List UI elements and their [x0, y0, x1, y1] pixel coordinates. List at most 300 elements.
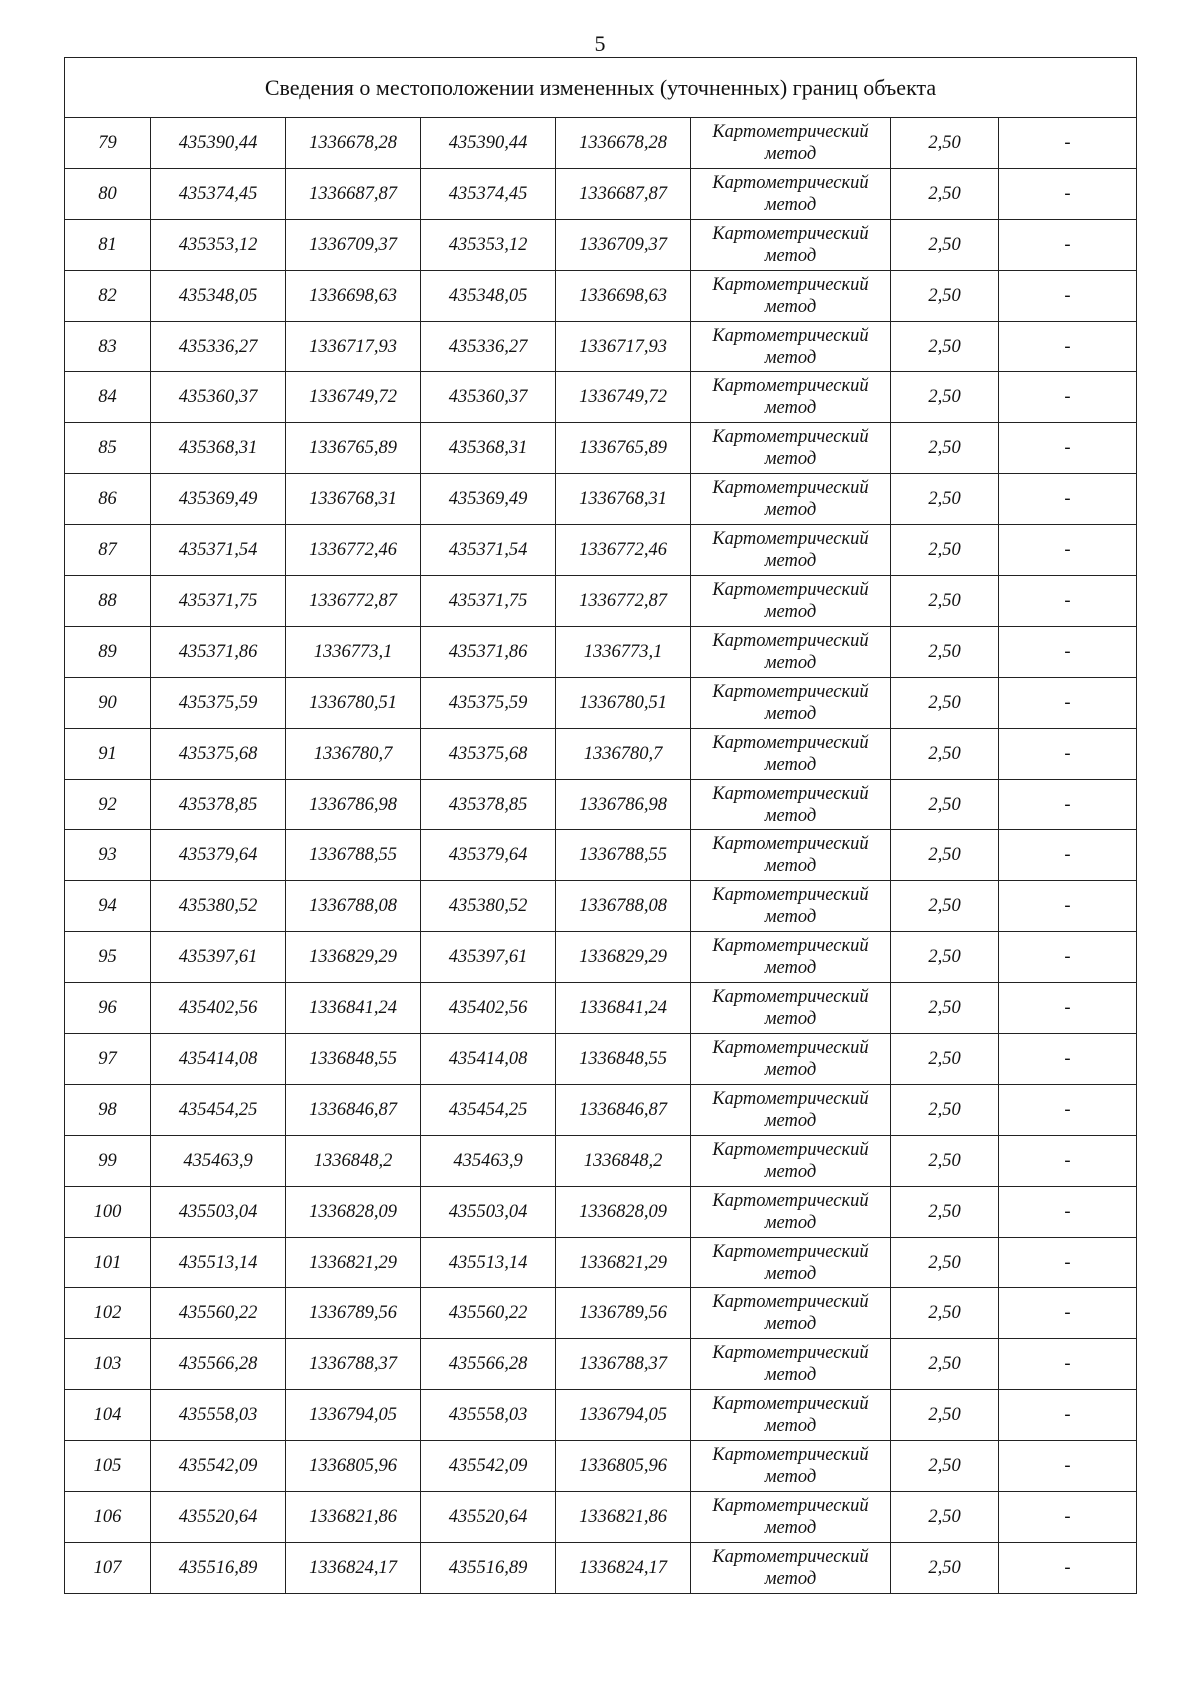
point-number-cell: 98	[65, 1084, 151, 1135]
method-line-1: Картометрический	[712, 427, 869, 448]
note-cell: -	[999, 1186, 1137, 1237]
point-number-cell: 82	[65, 270, 151, 321]
method-line-1: Картометрический	[712, 223, 869, 244]
table-row	[65, 1339, 1137, 1390]
refined-x-cell: 435542,09	[421, 1441, 556, 1492]
existing-x-cell: 435375,68	[151, 728, 286, 779]
existing-x-cell: 435520,64	[151, 1492, 286, 1543]
point-number-cell: 102	[65, 1288, 151, 1339]
existing-x-cell: 435560,22	[151, 1288, 286, 1339]
method-line-2: метод	[764, 1059, 817, 1080]
method-line-2: метод	[764, 296, 817, 317]
table-row	[65, 168, 1137, 219]
table-row	[65, 1034, 1137, 1085]
method-cell	[691, 1237, 891, 1288]
table-row	[65, 677, 1137, 728]
existing-y-cell: 1336709,37	[286, 219, 421, 270]
note-cell: -	[999, 576, 1137, 627]
method-line-1: Картометрический	[712, 834, 869, 855]
accuracy-cell: 2,50	[891, 321, 999, 372]
method-line-2: метод	[764, 1467, 817, 1488]
refined-x-cell: 435379,64	[421, 830, 556, 881]
refined-x-cell: 435560,22	[421, 1288, 556, 1339]
existing-y-cell: 1336780,51	[286, 677, 421, 728]
note-cell: -	[999, 270, 1137, 321]
accuracy-cell: 2,50	[891, 626, 999, 677]
refined-x-cell: 435503,04	[421, 1186, 556, 1237]
existing-x-cell: 435402,56	[151, 983, 286, 1034]
refined-x-cell: 435520,64	[421, 1492, 556, 1543]
refined-y-cell: 1336829,29	[556, 932, 691, 983]
note-cell: -	[999, 372, 1137, 423]
table-row	[65, 1186, 1137, 1237]
table-row	[65, 1390, 1137, 1441]
method-cell	[691, 830, 891, 881]
refined-x-cell: 435371,75	[421, 576, 556, 627]
method-line-1: Картометрический	[712, 274, 869, 295]
accuracy-cell: 2,50	[891, 677, 999, 728]
table-row	[65, 983, 1137, 1034]
table-row	[65, 779, 1137, 830]
note-cell: -	[999, 1441, 1137, 1492]
point-number-cell: 99	[65, 1135, 151, 1186]
method-line-1: Картометрический	[712, 121, 869, 142]
method-cell	[691, 1135, 891, 1186]
note-cell: -	[999, 932, 1137, 983]
note-cell: -	[999, 1542, 1137, 1593]
method-line-1: Картометрический	[712, 1445, 869, 1466]
method-cell	[691, 1492, 891, 1543]
method-cell	[691, 1084, 891, 1135]
accuracy-cell: 2,50	[891, 1237, 999, 1288]
existing-y-cell: 1336786,98	[286, 779, 421, 830]
existing-x-cell: 435379,64	[151, 830, 286, 881]
table-row	[65, 626, 1137, 677]
method-cell	[691, 576, 891, 627]
method-cell	[691, 779, 891, 830]
refined-x-cell: 435336,27	[421, 321, 556, 372]
existing-y-cell: 1336805,96	[286, 1441, 421, 1492]
method-line-1: Картометрический	[712, 1292, 869, 1313]
existing-x-cell: 435368,31	[151, 423, 286, 474]
refined-y-cell: 1336698,63	[556, 270, 691, 321]
refined-x-cell: 435516,89	[421, 1542, 556, 1593]
method-cell	[691, 372, 891, 423]
refined-y-cell: 1336788,55	[556, 830, 691, 881]
refined-x-cell: 435402,56	[421, 983, 556, 1034]
accuracy-cell: 2,50	[891, 1186, 999, 1237]
table-row	[65, 1237, 1137, 1288]
method-line-1: Картометрический	[712, 732, 869, 753]
existing-x-cell: 435516,89	[151, 1542, 286, 1593]
refined-x-cell: 435360,37	[421, 372, 556, 423]
existing-x-cell: 435558,03	[151, 1390, 286, 1441]
existing-x-cell: 435463,9	[151, 1135, 286, 1186]
accuracy-cell: 2,50	[891, 372, 999, 423]
existing-y-cell: 1336698,63	[286, 270, 421, 321]
note-cell: -	[999, 677, 1137, 728]
note-cell: -	[999, 830, 1137, 881]
note-cell: -	[999, 423, 1137, 474]
note-cell: -	[999, 1492, 1137, 1543]
table-row	[65, 321, 1137, 372]
existing-y-cell: 1336780,7	[286, 728, 421, 779]
method-line-1: Картометрический	[712, 1546, 869, 1567]
boundary-coordinates-table	[64, 57, 1137, 1594]
refined-y-cell: 1336786,98	[556, 779, 691, 830]
table-row	[65, 728, 1137, 779]
accuracy-cell: 2,50	[891, 118, 999, 169]
existing-y-cell: 1336846,87	[286, 1084, 421, 1135]
accuracy-cell: 2,50	[891, 219, 999, 270]
existing-y-cell: 1336772,46	[286, 525, 421, 576]
note-cell: -	[999, 525, 1137, 576]
point-number-cell: 86	[65, 474, 151, 525]
refined-x-cell: 435375,68	[421, 728, 556, 779]
note-cell: -	[999, 118, 1137, 169]
table-row	[65, 1288, 1137, 1339]
method-line-1: Картометрический	[712, 1343, 869, 1364]
method-line-2: метод	[764, 1110, 817, 1131]
method-line-1: Картометрический	[712, 325, 869, 346]
point-number-cell: 88	[65, 576, 151, 627]
existing-y-cell: 1336788,08	[286, 881, 421, 932]
method-line-2: метод	[764, 1263, 817, 1284]
existing-x-cell: 435380,52	[151, 881, 286, 932]
refined-y-cell: 1336824,17	[556, 1542, 691, 1593]
method-cell	[691, 474, 891, 525]
method-line-1: Картометрический	[712, 1241, 869, 1262]
refined-y-cell: 1336772,46	[556, 525, 691, 576]
method-line-2: метод	[764, 245, 817, 266]
method-line-2: метод	[764, 1416, 817, 1437]
method-line-1: Картометрический	[712, 376, 869, 397]
refined-y-cell: 1336794,05	[556, 1390, 691, 1441]
method-line-1: Картометрический	[712, 1037, 869, 1058]
table-row	[65, 219, 1137, 270]
method-line-1: Картометрический	[712, 529, 869, 550]
existing-x-cell: 435336,27	[151, 321, 286, 372]
method-cell	[691, 626, 891, 677]
refined-x-cell: 435380,52	[421, 881, 556, 932]
refined-x-cell: 435513,14	[421, 1237, 556, 1288]
existing-y-cell: 1336788,37	[286, 1339, 421, 1390]
existing-y-cell: 1336772,87	[286, 576, 421, 627]
point-number-cell: 89	[65, 626, 151, 677]
accuracy-cell: 2,50	[891, 270, 999, 321]
accuracy-cell: 2,50	[891, 1288, 999, 1339]
accuracy-cell: 2,50	[891, 779, 999, 830]
point-number-cell: 79	[65, 118, 151, 169]
table-row	[65, 881, 1137, 932]
point-number-cell: 83	[65, 321, 151, 372]
method-cell	[691, 525, 891, 576]
note-cell: -	[999, 626, 1137, 677]
refined-y-cell: 1336773,1	[556, 626, 691, 677]
accuracy-cell: 2,50	[891, 423, 999, 474]
accuracy-cell: 2,50	[891, 1390, 999, 1441]
point-number-cell: 100	[65, 1186, 151, 1237]
note-cell: -	[999, 168, 1137, 219]
existing-y-cell: 1336841,24	[286, 983, 421, 1034]
note-cell: -	[999, 1084, 1137, 1135]
point-number-cell: 80	[65, 168, 151, 219]
point-number-cell: 81	[65, 219, 151, 270]
method-cell	[691, 728, 891, 779]
existing-x-cell: 435542,09	[151, 1441, 286, 1492]
existing-y-cell: 1336821,29	[286, 1237, 421, 1288]
refined-y-cell: 1336788,37	[556, 1339, 691, 1390]
existing-y-cell: 1336773,1	[286, 626, 421, 677]
existing-x-cell: 435348,05	[151, 270, 286, 321]
refined-y-cell: 1336780,51	[556, 677, 691, 728]
table-row	[65, 576, 1137, 627]
accuracy-cell: 2,50	[891, 830, 999, 881]
existing-y-cell: 1336848,2	[286, 1135, 421, 1186]
method-line-2: метод	[764, 1365, 817, 1386]
method-line-1: Картометрический	[712, 172, 869, 193]
refined-x-cell: 435378,85	[421, 779, 556, 830]
method-line-1: Картометрический	[712, 1088, 869, 1109]
existing-y-cell: 1336848,55	[286, 1034, 421, 1085]
table-row	[65, 932, 1137, 983]
method-cell	[691, 219, 891, 270]
method-cell	[691, 932, 891, 983]
method-cell	[691, 1288, 891, 1339]
refined-y-cell: 1336772,87	[556, 576, 691, 627]
method-line-2: метод	[764, 1009, 817, 1030]
point-number-cell: 95	[65, 932, 151, 983]
refined-x-cell: 435566,28	[421, 1339, 556, 1390]
accuracy-cell: 2,50	[891, 983, 999, 1034]
refined-x-cell: 435368,31	[421, 423, 556, 474]
accuracy-cell: 2,50	[891, 1542, 999, 1593]
refined-y-cell: 1336709,37	[556, 219, 691, 270]
point-number-cell: 93	[65, 830, 151, 881]
method-line-1: Картометрический	[712, 681, 869, 702]
method-cell	[691, 1339, 891, 1390]
method-cell	[691, 881, 891, 932]
method-cell	[691, 983, 891, 1034]
existing-y-cell: 1336788,55	[286, 830, 421, 881]
point-number-cell: 85	[65, 423, 151, 474]
existing-x-cell: 435454,25	[151, 1084, 286, 1135]
method-cell	[691, 270, 891, 321]
refined-x-cell: 435414,08	[421, 1034, 556, 1085]
method-line-2: метод	[764, 652, 817, 673]
method-cell	[691, 423, 891, 474]
existing-y-cell: 1336824,17	[286, 1542, 421, 1593]
method-line-2: метод	[764, 143, 817, 164]
refined-x-cell: 435369,49	[421, 474, 556, 525]
table-row	[65, 423, 1137, 474]
point-number-cell: 104	[65, 1390, 151, 1441]
refined-y-cell: 1336841,24	[556, 983, 691, 1034]
note-cell: -	[999, 881, 1137, 932]
method-line-1: Картометрический	[712, 1139, 869, 1160]
refined-x-cell: 435371,54	[421, 525, 556, 576]
note-cell: -	[999, 1135, 1137, 1186]
refined-x-cell: 435463,9	[421, 1135, 556, 1186]
existing-x-cell: 435375,59	[151, 677, 286, 728]
method-line-1: Картометрический	[712, 478, 869, 499]
accuracy-cell: 2,50	[891, 1135, 999, 1186]
refined-y-cell: 1336765,89	[556, 423, 691, 474]
note-cell: -	[999, 1034, 1137, 1085]
table-row	[65, 474, 1137, 525]
table-row	[65, 1542, 1137, 1593]
method-line-2: метод	[764, 958, 817, 979]
method-cell	[691, 321, 891, 372]
method-line-1: Картометрический	[712, 630, 869, 651]
method-line-1: Картометрический	[712, 579, 869, 600]
table-row	[65, 1441, 1137, 1492]
accuracy-cell: 2,50	[891, 576, 999, 627]
method-line-2: метод	[764, 754, 817, 775]
point-number-cell: 106	[65, 1492, 151, 1543]
point-number-cell: 92	[65, 779, 151, 830]
method-line-1: Картометрический	[712, 1495, 869, 1516]
existing-x-cell: 435513,14	[151, 1237, 286, 1288]
table-row	[65, 1492, 1137, 1543]
existing-y-cell: 1336765,89	[286, 423, 421, 474]
accuracy-cell: 2,50	[891, 728, 999, 779]
existing-x-cell: 435360,37	[151, 372, 286, 423]
refined-x-cell: 435390,44	[421, 118, 556, 169]
table-row	[65, 830, 1137, 881]
method-line-2: метод	[764, 1212, 817, 1233]
method-line-2: метод	[764, 1517, 817, 1538]
existing-y-cell: 1336717,93	[286, 321, 421, 372]
refined-x-cell: 435558,03	[421, 1390, 556, 1441]
refined-x-cell: 435371,86	[421, 626, 556, 677]
method-cell	[691, 677, 891, 728]
method-line-2: метод	[764, 1161, 817, 1182]
table-row	[65, 525, 1137, 576]
method-line-1: Картометрический	[712, 936, 869, 957]
existing-y-cell: 1336678,28	[286, 118, 421, 169]
table-row	[65, 270, 1137, 321]
table-row	[65, 1084, 1137, 1135]
existing-x-cell: 435414,08	[151, 1034, 286, 1085]
method-cell	[691, 118, 891, 169]
table-body	[65, 118, 1137, 1594]
existing-x-cell: 435371,86	[151, 626, 286, 677]
point-number-cell: 96	[65, 983, 151, 1034]
table-heading: Сведения о местоположении измененных (уточненных) границ объекта	[65, 58, 1137, 118]
method-cell	[691, 1542, 891, 1593]
existing-x-cell: 435378,85	[151, 779, 286, 830]
existing-y-cell: 1336828,09	[286, 1186, 421, 1237]
note-cell: -	[999, 1390, 1137, 1441]
page-number: 5	[594, 31, 606, 56]
existing-x-cell: 435397,61	[151, 932, 286, 983]
method-line-2: метод	[764, 500, 817, 521]
note-cell: -	[999, 1339, 1137, 1390]
refined-y-cell: 1336828,09	[556, 1186, 691, 1237]
refined-y-cell: 1336846,87	[556, 1084, 691, 1135]
refined-x-cell: 435374,45	[421, 168, 556, 219]
accuracy-cell: 2,50	[891, 525, 999, 576]
table-row	[65, 118, 1137, 169]
method-cell	[691, 1441, 891, 1492]
existing-x-cell: 435503,04	[151, 1186, 286, 1237]
refined-y-cell: 1336780,7	[556, 728, 691, 779]
refined-y-cell: 1336687,87	[556, 168, 691, 219]
method-line-2: метод	[764, 601, 817, 622]
existing-x-cell: 435371,75	[151, 576, 286, 627]
point-number-cell: 103	[65, 1339, 151, 1390]
point-number-cell: 105	[65, 1441, 151, 1492]
accuracy-cell: 2,50	[891, 1084, 999, 1135]
accuracy-cell: 2,50	[891, 932, 999, 983]
refined-y-cell: 1336749,72	[556, 372, 691, 423]
existing-x-cell: 435369,49	[151, 474, 286, 525]
refined-x-cell: 435454,25	[421, 1084, 556, 1135]
refined-y-cell: 1336821,86	[556, 1492, 691, 1543]
method-line-2: метод	[764, 194, 817, 215]
existing-y-cell: 1336749,72	[286, 372, 421, 423]
note-cell: -	[999, 728, 1137, 779]
method-cell	[691, 1186, 891, 1237]
refined-x-cell: 435348,05	[421, 270, 556, 321]
refined-y-cell: 1336848,2	[556, 1135, 691, 1186]
existing-y-cell: 1336687,87	[286, 168, 421, 219]
method-line-1: Картометрический	[712, 783, 869, 804]
existing-x-cell: 435353,12	[151, 219, 286, 270]
accuracy-cell: 2,50	[891, 1339, 999, 1390]
refined-y-cell: 1336821,29	[556, 1237, 691, 1288]
method-line-2: метод	[764, 1568, 817, 1589]
method-line-2: метод	[764, 703, 817, 724]
method-line-2: метод	[764, 551, 817, 572]
table-row	[65, 372, 1137, 423]
note-cell: -	[999, 779, 1137, 830]
point-number-cell: 84	[65, 372, 151, 423]
method-line-2: метод	[764, 347, 817, 368]
existing-x-cell: 435566,28	[151, 1339, 286, 1390]
note-cell: -	[999, 219, 1137, 270]
method-line-2: метод	[764, 805, 817, 826]
method-line-1: Картометрический	[712, 987, 869, 1008]
method-line-1: Картометрический	[712, 885, 869, 906]
point-number-cell: 107	[65, 1542, 151, 1593]
refined-x-cell: 435375,59	[421, 677, 556, 728]
refined-x-cell: 435353,12	[421, 219, 556, 270]
method-line-2: метод	[764, 398, 817, 419]
note-cell: -	[999, 474, 1137, 525]
refined-y-cell: 1336678,28	[556, 118, 691, 169]
method-line-1: Картометрический	[712, 1190, 869, 1211]
existing-y-cell: 1336768,31	[286, 474, 421, 525]
point-number-cell: 101	[65, 1237, 151, 1288]
existing-x-cell: 435371,54	[151, 525, 286, 576]
method-line-2: метод	[764, 449, 817, 470]
point-number-cell: 94	[65, 881, 151, 932]
point-number-cell: 90	[65, 677, 151, 728]
existing-y-cell: 1336821,86	[286, 1492, 421, 1543]
accuracy-cell: 2,50	[891, 1492, 999, 1543]
accuracy-cell: 2,50	[891, 881, 999, 932]
existing-y-cell: 1336794,05	[286, 1390, 421, 1441]
accuracy-cell: 2,50	[891, 1034, 999, 1085]
accuracy-cell: 2,50	[891, 168, 999, 219]
point-number-cell: 87	[65, 525, 151, 576]
refined-y-cell: 1336788,08	[556, 881, 691, 932]
refined-y-cell: 1336805,96	[556, 1441, 691, 1492]
existing-x-cell: 435374,45	[151, 168, 286, 219]
note-cell: -	[999, 321, 1137, 372]
